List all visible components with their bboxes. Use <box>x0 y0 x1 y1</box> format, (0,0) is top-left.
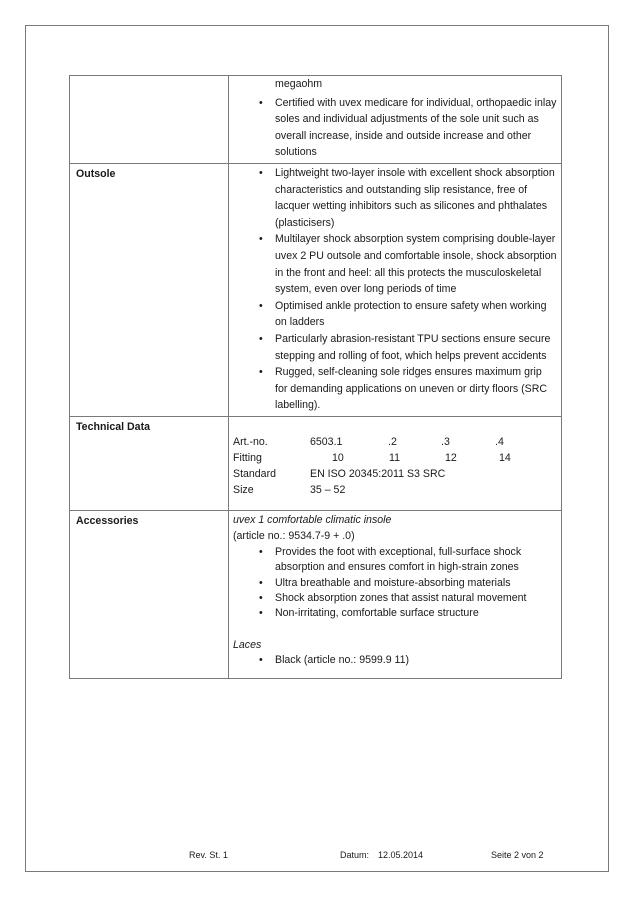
bullet-list <box>233 95 557 161</box>
insole-bullet-list <box>233 545 557 621</box>
art-no-value: .2 <box>388 435 397 448</box>
bullet-icon: • <box>259 366 263 379</box>
bullet-icon: • <box>259 299 263 312</box>
list-item-text: Rugged, self-cleaning sole ridges ensures maximum grip for demanding applications on uneven or dirty floors (SRC labelling). <box>275 366 548 412</box>
row-label-outsole: Outsole <box>76 167 116 180</box>
table-row-accessories <box>70 510 562 678</box>
row-content-cell <box>229 76 562 164</box>
row-label-cell <box>70 163 229 416</box>
insole-title: uvex 1 comfortable climatic insole <box>233 513 392 526</box>
list-item-text: Particularly abrasion-resistant TPU sections ensure secure stepping and rolling of foot, which helps prevent accidents <box>275 332 551 362</box>
continued-text: megaohm <box>275 78 323 90</box>
size-label: Size <box>233 483 254 496</box>
footer-page-number: Seite 2 von 2 <box>491 850 544 860</box>
list-item-text: Optimised ankle protection to ensure safety when working on ladders <box>275 299 547 329</box>
fitting-label: Fitting <box>233 451 262 464</box>
list-item-text: Ultra breathable and moisture-absorbing materials <box>275 576 511 589</box>
list-item-text: Non-irritating, comfortable surface structure <box>275 607 479 620</box>
footer-date-label: Datum: <box>340 850 370 860</box>
fitting-value: 10 <box>332 451 344 464</box>
bullet-icon: • <box>259 166 263 179</box>
list-item-text: Lightweight two-layer insole with excellent shock absorption characteristics and outstanding slip resistance, free of lacquer wetting inhibitors such as silicones and phthalates (plasticisers) <box>275 166 555 229</box>
row-content-cell <box>229 510 562 678</box>
list-item-text: Shock absorption zones that assist natural movement <box>275 591 527 604</box>
list-item <box>233 591 557 606</box>
size-value: 35 – 52 <box>310 483 346 496</box>
technical-data-grid <box>229 417 561 509</box>
bullet-icon: • <box>259 591 263 604</box>
standard-label: Standard <box>233 467 276 480</box>
list-item-text: Certified with uvex medicare for individual, orthopaedic inlay soles and individual adjustments of the sole unit such as overall increase, inside and outside increase and other solutions <box>275 96 557 159</box>
bullet-icon: • <box>259 576 263 589</box>
laces-bullet-list <box>233 653 557 668</box>
row-content-cell <box>229 416 562 510</box>
art-no-value: .4 <box>495 435 504 448</box>
list-item <box>233 545 557 576</box>
bullet-icon: • <box>259 653 263 666</box>
insole-article-number: (article no.: 9534.7-9 + .0) <box>233 530 355 543</box>
row-label <box>70 76 228 78</box>
list-item <box>233 653 557 668</box>
list-item <box>233 231 557 297</box>
standard-value: EN ISO 20345:2011 S3 SRC <box>310 467 446 480</box>
bullet-list <box>233 165 557 414</box>
row-label-technical-data: Technical Data <box>76 420 150 433</box>
list-item <box>233 606 557 621</box>
list-item-text: Provides the foot with exceptional, full-surface shock absorption and ensures comfort in high-strain zones <box>275 546 522 574</box>
table-row-technical-data <box>70 416 562 510</box>
bullet-icon: • <box>259 332 263 345</box>
row-label-accessories: Accessories <box>76 514 139 527</box>
row-label-cell <box>70 76 229 164</box>
row-label-cell <box>70 510 229 678</box>
art-no-label: Art.-no. <box>233 435 268 448</box>
row-label-cell <box>70 416 229 510</box>
row-content-cell <box>229 163 562 416</box>
table-row-outsole <box>70 163 562 416</box>
laces-title: Laces <box>233 638 262 651</box>
art-no-value: .3 <box>441 435 450 448</box>
table-row-continuation <box>70 76 562 164</box>
fitting-value: 14 <box>499 451 511 464</box>
list-item <box>233 95 557 161</box>
list-item-text: Black (article no.: 9599.9 11) <box>275 653 410 666</box>
art-no-value: 6503.1 <box>310 435 343 448</box>
footer-revision: Rev. St. 1 <box>189 850 228 860</box>
fitting-value: 12 <box>445 451 457 464</box>
list-item <box>233 165 557 231</box>
list-item <box>233 331 557 364</box>
bullet-icon: • <box>259 607 263 620</box>
list-item-text: Multilayer shock absorption system comprising double-layer uvex 2 PU outsole and comfortable insole, shock absorption in the front and heel: all this protects the musculoskeletal system, even over long periods of time <box>275 233 557 296</box>
bullet-icon: • <box>259 96 263 109</box>
bullet-icon: • <box>259 546 263 559</box>
list-item <box>233 576 557 591</box>
list-item <box>233 298 557 331</box>
fitting-value: 11 <box>389 451 400 464</box>
spec-table <box>69 75 562 679</box>
footer-date-value: 12.05.2014 <box>378 850 424 860</box>
bullet-icon: • <box>259 233 263 246</box>
list-item <box>233 364 557 414</box>
